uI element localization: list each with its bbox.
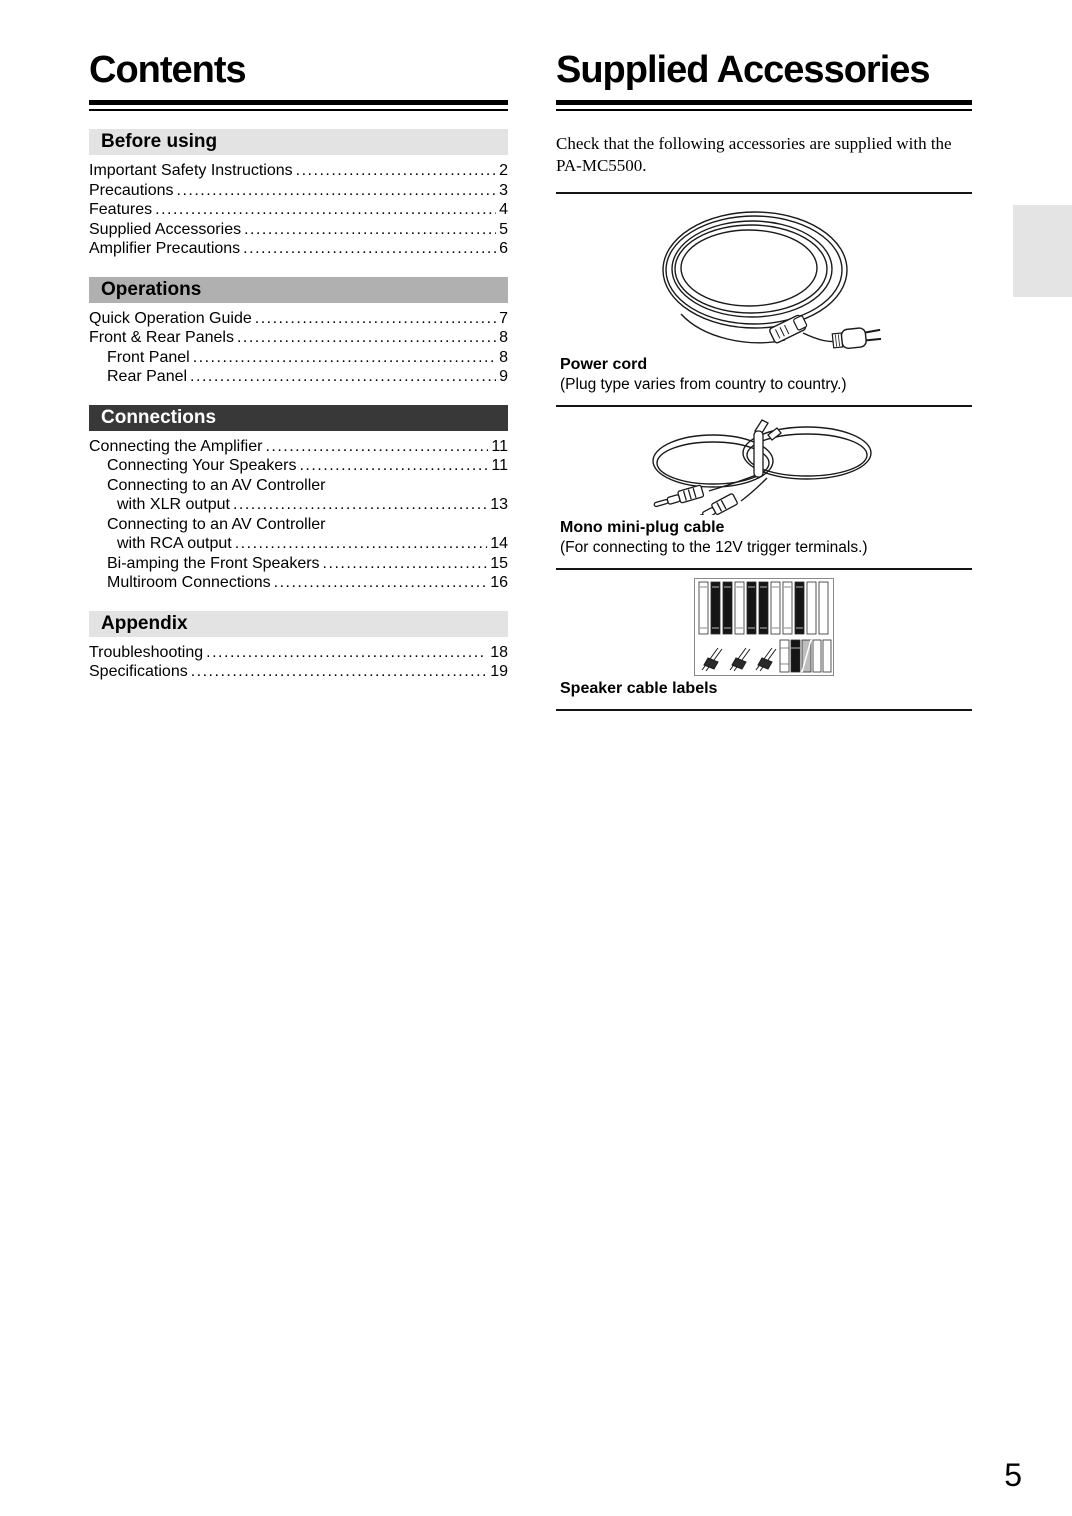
toc-item-label: Important Safety Instructions bbox=[89, 162, 293, 179]
title-double-rule bbox=[556, 100, 972, 111]
toc-item-label: with RCA output bbox=[117, 535, 232, 552]
toc-item bbox=[89, 643, 508, 663]
toc-leader-dots bbox=[235, 534, 487, 554]
toc-item-page: 6 bbox=[499, 240, 508, 257]
accessory-mono-mini-plug-cable bbox=[556, 405, 972, 568]
supplied-accessories-column bbox=[556, 48, 972, 711]
toc-item bbox=[89, 239, 508, 259]
toc-leader-dots bbox=[237, 328, 496, 348]
toc-leader-dots bbox=[255, 309, 496, 329]
toc-item-page: 18 bbox=[490, 643, 508, 661]
toc-item bbox=[89, 348, 508, 368]
toc-item-page: 8 bbox=[499, 348, 508, 366]
toc-leader-dots bbox=[299, 456, 488, 476]
toc-item-page: 16 bbox=[490, 574, 508, 591]
toc-item-page: 11 bbox=[491, 457, 508, 474]
toc-item-page: 11 bbox=[491, 437, 508, 455]
toc-leader-dots bbox=[206, 643, 487, 663]
toc-leader-dots bbox=[155, 200, 496, 220]
power-cord-illustration bbox=[556, 202, 972, 352]
toc-item-label: Quick Operation Guide bbox=[89, 309, 252, 327]
supplied-accessories-title: Supplied Accessories bbox=[556, 49, 930, 91]
toc-item-label: Connecting the Amplifier bbox=[89, 437, 263, 455]
toc-item-page: 14 bbox=[490, 535, 508, 552]
speaker-cable-labels-illustration bbox=[556, 578, 972, 676]
toc-item-page: 7 bbox=[499, 309, 508, 327]
toc-leader-dots bbox=[190, 367, 496, 387]
toc-section-appendix bbox=[89, 611, 508, 682]
title-double-rule bbox=[89, 100, 508, 111]
toc-item bbox=[89, 181, 508, 201]
accessory-speaker-cable-labels bbox=[556, 568, 972, 709]
mono-mini-plug-cable-illustration bbox=[556, 415, 972, 515]
speaker-cable-labels-icon bbox=[694, 578, 834, 676]
toc-item-label: Connecting to an AV Controller bbox=[107, 476, 326, 494]
toc-item bbox=[89, 437, 508, 457]
toc-item-page: 9 bbox=[499, 368, 508, 385]
toc-section-operations bbox=[89, 277, 508, 387]
toc-item bbox=[89, 573, 508, 593]
toc-item bbox=[89, 662, 508, 682]
toc-item-label: Rear Panel bbox=[107, 368, 188, 385]
toc-list bbox=[89, 309, 508, 387]
toc-leader-dots bbox=[177, 181, 497, 201]
section-header-connections: Connections bbox=[89, 405, 508, 431]
toc-item-page: 4 bbox=[499, 201, 508, 218]
accessory-note: (For connecting to the 12V trigger terminals.) bbox=[560, 539, 868, 556]
section-index-tab bbox=[1013, 205, 1072, 297]
toc-list bbox=[89, 161, 508, 259]
page-number: 5 bbox=[1004, 1457, 1022, 1493]
accessory-note: (Plug type varies from country to country.) bbox=[560, 376, 847, 393]
toc-item-label: Troubleshooting bbox=[89, 643, 204, 661]
toc-item bbox=[89, 220, 508, 240]
accessories-intro-text: Check that the following accessories are supplied with the PA-MC5500. bbox=[556, 134, 952, 175]
toc-item-page: 15 bbox=[490, 554, 508, 572]
toc-item-label: Multiroom Connections bbox=[107, 574, 271, 591]
toc-leader-dots bbox=[265, 437, 488, 457]
toc-section-before-using bbox=[89, 129, 508, 259]
toc-item bbox=[89, 161, 508, 181]
toc-item-label: Features bbox=[89, 201, 153, 218]
toc-item-label: Front & Rear Panels bbox=[89, 329, 234, 346]
toc-leader-dots bbox=[244, 220, 496, 240]
toc-item bbox=[89, 495, 508, 515]
toc-item bbox=[89, 476, 508, 496]
toc-list bbox=[89, 437, 508, 593]
toc-section-connections bbox=[89, 405, 508, 593]
toc-item bbox=[89, 200, 508, 220]
toc-item-label: Front Panel bbox=[107, 348, 190, 366]
accessory-name: Mono mini-plug cable bbox=[560, 519, 725, 536]
toc-leader-dots bbox=[191, 662, 487, 682]
toc-item bbox=[89, 328, 508, 348]
toc-leader-dots bbox=[233, 495, 487, 515]
toc-leader-dots bbox=[296, 161, 496, 181]
power-cord-icon bbox=[633, 202, 895, 352]
mono-mini-plug-cable-icon bbox=[639, 415, 889, 515]
toc-item bbox=[89, 456, 508, 476]
toc-item-label: Specifications bbox=[89, 663, 188, 680]
accessory-name: Speaker cable labels bbox=[560, 680, 718, 697]
toc-item-label: Connecting to an AV Controller bbox=[107, 515, 326, 533]
toc-item-label: Amplifier Precautions bbox=[89, 240, 241, 257]
toc-item-page: 5 bbox=[499, 220, 508, 238]
toc-item-page: 2 bbox=[499, 162, 508, 179]
accessories-list bbox=[556, 192, 972, 711]
section-header-before-using: Before using bbox=[89, 129, 508, 155]
toc-item bbox=[89, 309, 508, 329]
toc-item-label: Bi-amping the Front Speakers bbox=[107, 554, 320, 572]
contents-column bbox=[89, 48, 508, 682]
toc-item bbox=[89, 534, 508, 554]
toc-item-label: with XLR output bbox=[117, 496, 230, 513]
toc-item-label: Connecting Your Speakers bbox=[107, 457, 297, 474]
contents-title: Contents bbox=[89, 49, 246, 91]
toc-item bbox=[89, 554, 508, 574]
toc-item-page: 19 bbox=[490, 663, 508, 680]
toc-list bbox=[89, 643, 508, 682]
toc-item-label: Supplied Accessories bbox=[89, 220, 242, 238]
accessory-power-cord bbox=[556, 192, 972, 405]
toc-leader-dots bbox=[274, 573, 488, 593]
toc-item bbox=[89, 367, 508, 387]
section-header-operations: Operations bbox=[89, 277, 508, 303]
toc-leader-dots bbox=[243, 239, 496, 259]
toc-item-page: 3 bbox=[499, 181, 508, 199]
toc-item-label: Precautions bbox=[89, 181, 174, 199]
toc-item-page: 8 bbox=[499, 329, 508, 346]
accessory-name: Power cord bbox=[560, 356, 648, 373]
toc-item-page: 13 bbox=[490, 496, 508, 513]
toc-leader-dots bbox=[323, 554, 488, 574]
section-header-appendix: Appendix bbox=[89, 611, 508, 637]
toc-leader-dots bbox=[193, 348, 496, 368]
toc-item bbox=[89, 515, 508, 535]
